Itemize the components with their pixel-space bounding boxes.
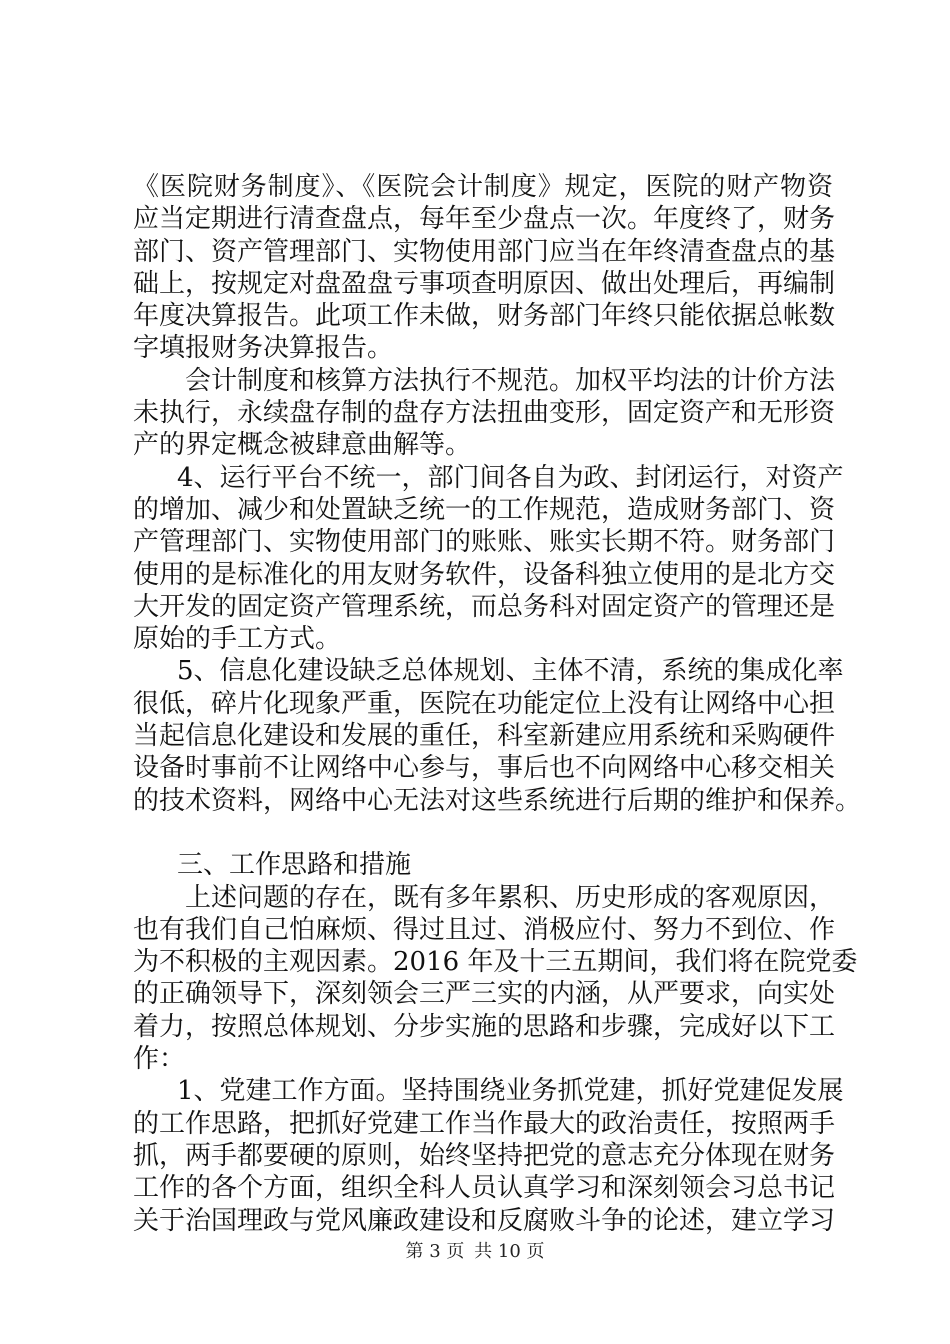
page-total: 共 10 页: [474, 1241, 545, 1262]
paragraph: [133, 655, 862, 816]
text-line: 产的界定概念被肆意曲解等。: [133, 430, 472, 461]
text-line: 年度决算报告。此项工作未做，财务部门年终只能依据总帐数: [133, 301, 836, 332]
text-line: 为不积极的主观因素。2016 年及十三五期间，我们将在院党委: [133, 947, 858, 978]
text-line: 作：: [133, 1044, 186, 1075]
text-line: 工作的各个方面，组织全科人员认真学习和深刻领会习总书记: [133, 1173, 836, 1204]
paragraph: [133, 462, 844, 656]
paragraph: [133, 1075, 844, 1236]
text-line: 产管理部门、实物使用部门的账账、账实长期不符。财务部门: [133, 527, 836, 558]
text-line: 会计制度和核算方法执行不规范。加权平均法的计价方法: [185, 365, 836, 396]
paragraph-spacer: [133, 817, 833, 849]
page-footer: [0, 1237, 950, 1263]
text-line: 很低，碎片化现象严重，医院在功能定位上没有让网络中心担: [133, 688, 836, 719]
text-line: 未执行，永续盘存制的盘存方法扭曲变形，固定资产和无形资: [133, 398, 836, 429]
text-line: 的技术资料，网络中心无法对这些系统进行后期的维护和保养。: [133, 785, 862, 816]
text-line: 4、运行平台不统一，部门间各自为政、封闭运行，对资产: [177, 462, 844, 493]
text-line: 抓，两手都要硬的原则，始终坚持把党的意志充分体现在财务: [133, 1140, 836, 1171]
text-line: 部门、资产管理部门、实物使用部门应当在年终清查盘点的基: [133, 236, 836, 267]
text-line: 上述问题的存在，既有多年累积、历史形成的客观原因，: [185, 882, 836, 913]
text-line: 1、党建工作方面。坚持围绕业务抓党建，抓好党建促发展: [177, 1076, 844, 1107]
heading-text: 三、工作思路和措施: [177, 850, 412, 881]
section-heading: [133, 849, 833, 881]
text-line: 大开发的固定资产管理系统，而总务科对固定资产的管理还是: [133, 591, 836, 622]
text-line: 也有我们自己怕麻烦、得过且过、消极应付、努力不到位、作: [133, 914, 836, 945]
text-line: 5、信息化建设缺乏总体规划、主体不清，系统的集成化率: [177, 656, 844, 687]
text-line: 关于治国理政与党风廉政建设和反腐败斗争的论述，建立学习: [133, 1205, 836, 1236]
text-line: 应当定期进行清查盘点，每年至少盘点一次。年度终了，财务: [133, 204, 836, 235]
paragraph: [133, 882, 858, 1076]
text-line: 当起信息化建设和发展的重任，科室新建应用系统和采购硬件: [133, 721, 836, 752]
text-line: 的增加、减少和处置缺乏统一的工作规范，造成财务部门、资: [133, 494, 836, 525]
text-line: 字填报财务决算报告。: [133, 333, 394, 364]
text-line: 原始的手工方式。: [133, 624, 342, 655]
text-line: 础上，按规定对盘盈盘亏事项查明原因、做出处理后，再编制: [133, 268, 836, 299]
text-line: 使用的是标准化的用友财务软件，设备科独立使用的是北方交: [133, 559, 836, 590]
text-line: 《医院财务制度》、《医院会计制度》规定，医院的财产物资: [133, 172, 833, 202]
document-body: [133, 171, 862, 1237]
text-line: 的工作思路，把抓好党建工作当作最大的政治责任，按照两手: [133, 1108, 836, 1139]
paragraph: [133, 171, 836, 365]
text-line: 的正确领导下，深刻领会三严三实的内涵，从严要求，向实处: [133, 979, 836, 1010]
text-line: 设备时事前不让网络中心参与，事后也不向网络中心移交相关: [133, 753, 836, 784]
paragraph: [133, 365, 836, 462]
text-line: 着力，按照总体规划、分步实施的思路和步骤，完成好以下工: [133, 1011, 836, 1042]
page-number: 第 3 页: [405, 1241, 465, 1262]
